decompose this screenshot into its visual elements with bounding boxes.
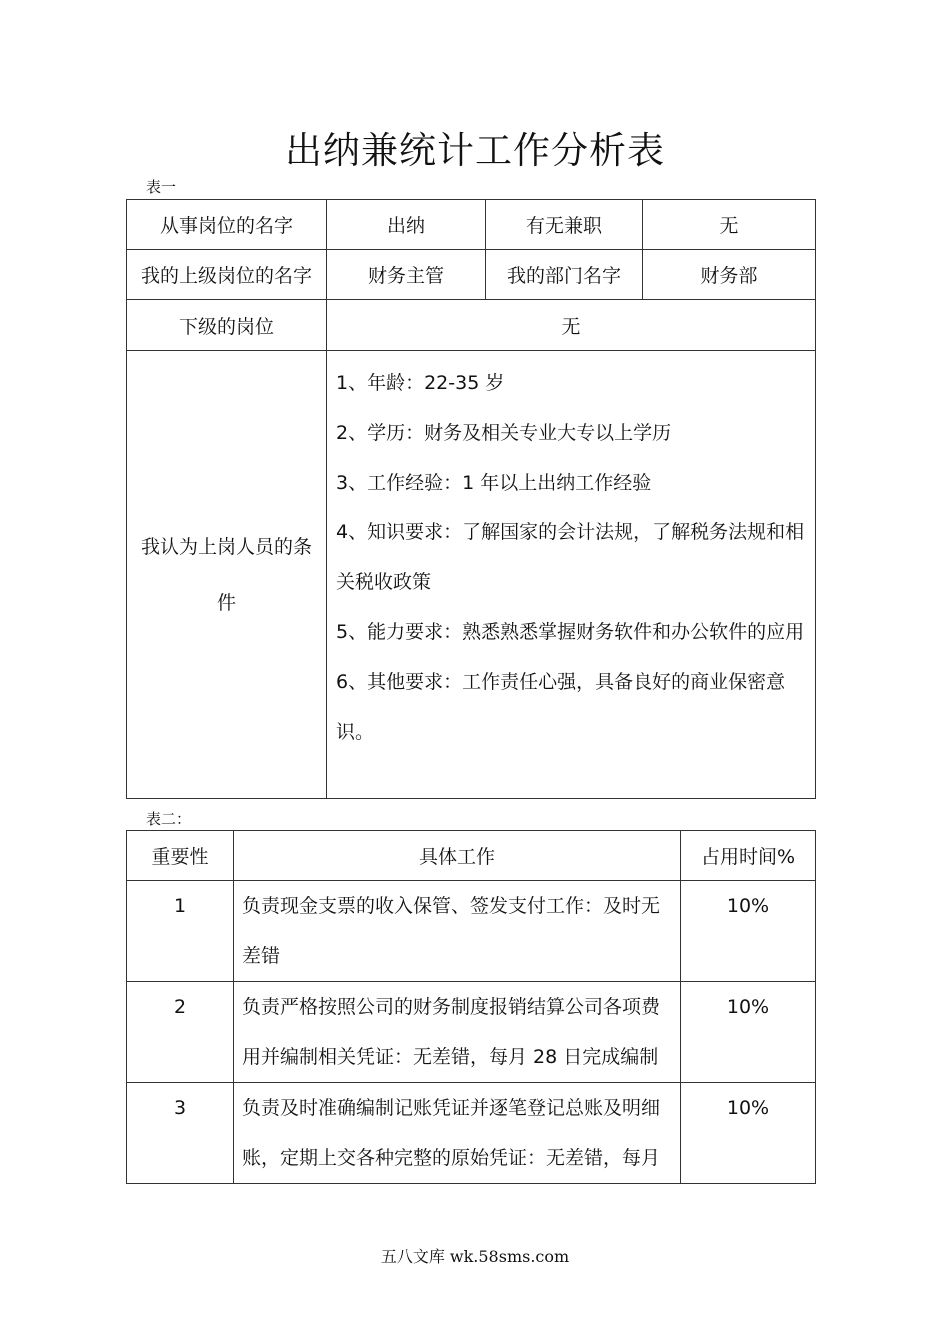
condition-item: 5、能力要求：熟悉熟悉掌握财务软件和办公软件的应用 bbox=[336, 620, 805, 643]
subordinate-label: 下级的岗位 bbox=[127, 300, 327, 351]
table1-caption: 表一 bbox=[146, 178, 177, 196]
work-cell: 负责现金支票的收入保管、签发支付工作：及时无差错 bbox=[234, 881, 681, 982]
header-work: 具体工作 bbox=[234, 831, 681, 881]
table-row bbox=[127, 200, 816, 250]
table-row bbox=[127, 351, 816, 799]
position-label: 从事岗位的名字 bbox=[127, 200, 327, 250]
table-row bbox=[127, 982, 816, 1083]
department-value: 财务部 bbox=[643, 250, 816, 300]
time-cell: 10% bbox=[681, 1083, 816, 1184]
importance-cell: 1 bbox=[127, 881, 234, 982]
condition-item: 4、知识要求：了解国家的会计法规，了解税务法规和相关税收政策 bbox=[336, 521, 805, 594]
importance-cell: 3 bbox=[127, 1083, 234, 1184]
table-row bbox=[127, 250, 816, 300]
footer-watermark: 五八文库 wk.58sms.com bbox=[380, 1247, 570, 1266]
superior-label: 我的上级岗位的名字 bbox=[127, 250, 327, 300]
conditions-list bbox=[327, 351, 816, 799]
document-title: 出纳兼统计工作分析表 bbox=[285, 129, 665, 172]
table-row bbox=[127, 881, 816, 982]
conditions-label: 我认为上岗人员的条件 bbox=[127, 351, 327, 799]
condition-item: 1、年龄：22-35 岁 bbox=[336, 372, 505, 394]
work-cell: 负责及时准确编制记账凭证并逐笔登记总账及明细账，定期上交各种完整的原始凭证：无差错，每月 bbox=[234, 1083, 681, 1184]
superior-value: 财务主管 bbox=[327, 250, 486, 300]
table2-caption: 表二： bbox=[146, 810, 192, 828]
department-label: 我的部门名字 bbox=[486, 250, 643, 300]
job-info-table bbox=[126, 199, 816, 799]
time-cell: 10% bbox=[681, 881, 816, 982]
work-tasks-table bbox=[126, 830, 816, 1184]
importance-cell: 2 bbox=[127, 982, 234, 1083]
table-row bbox=[127, 300, 816, 351]
condition-item: 3、工作经验：1 年以上出纳工作经验 bbox=[336, 471, 652, 494]
header-importance: 重要性 bbox=[127, 831, 234, 881]
work-cell: 负责严格按照公司的财务制度报销结算公司各项费用并编制相关凭证：无差错，每月 28 日完成编制 bbox=[234, 982, 681, 1083]
time-cell: 10% bbox=[681, 982, 816, 1083]
position-value: 出纳 bbox=[327, 200, 486, 250]
parttime-label: 有无兼职 bbox=[486, 200, 643, 250]
table-header-row bbox=[127, 831, 816, 881]
condition-item: 6、其他要求：工作责任心强，具备良好的商业保密意识。 bbox=[336, 670, 786, 743]
parttime-value: 无 bbox=[643, 200, 816, 250]
header-time: 占用时间% bbox=[681, 831, 816, 881]
subordinate-value: 无 bbox=[327, 300, 816, 351]
condition-item: 2、学历：财务及相关专业大专以上学历 bbox=[336, 421, 672, 444]
table-row bbox=[127, 1083, 816, 1184]
